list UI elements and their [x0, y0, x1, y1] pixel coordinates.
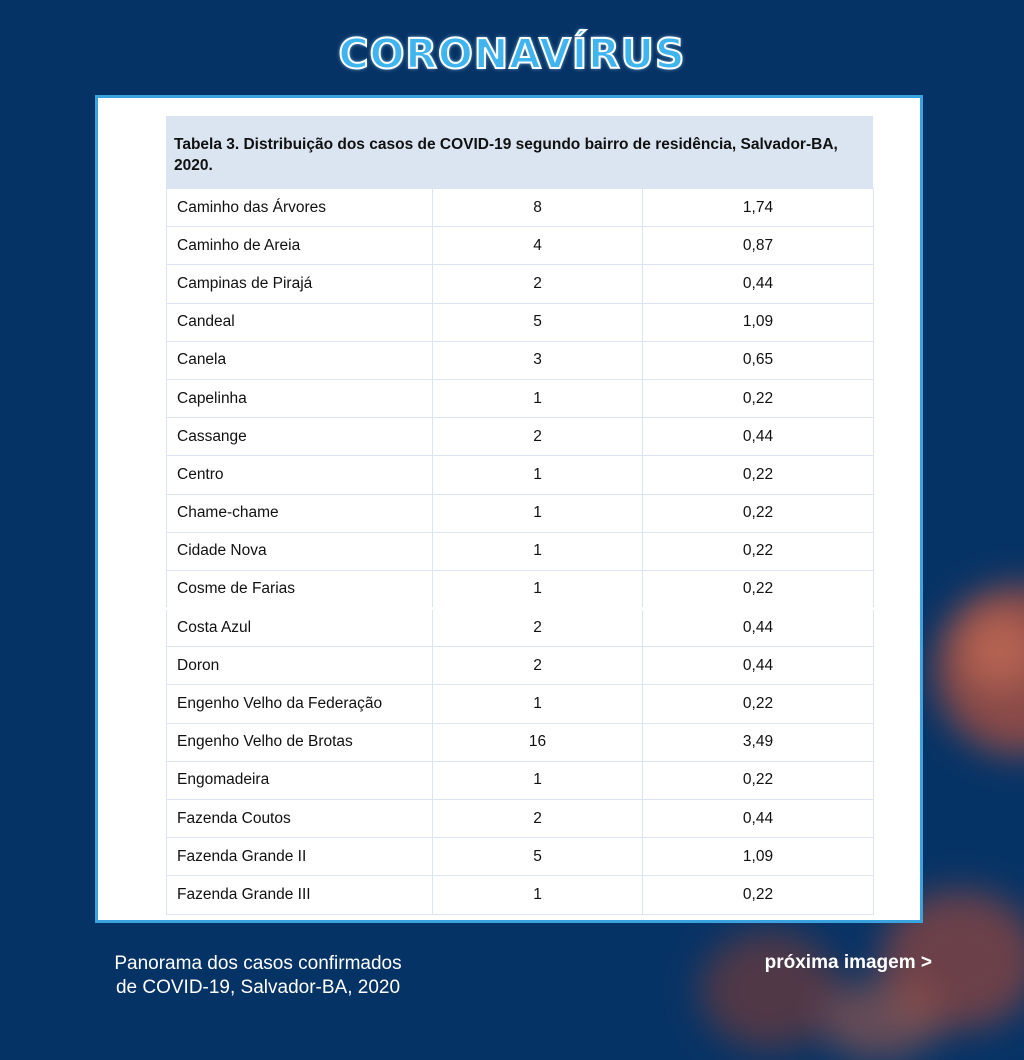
bairro-cell: Engenho Velho de Brotas	[167, 723, 433, 761]
table-row	[167, 189, 874, 227]
count-cell: 2	[433, 265, 643, 303]
bairro-cell: Capelinha	[167, 379, 433, 417]
count-cell: 2	[433, 418, 643, 456]
table-card	[95, 95, 923, 923]
table-row	[167, 647, 874, 685]
table-row	[167, 685, 874, 723]
count-cell: 3	[433, 341, 643, 379]
count-cell: 16	[433, 723, 643, 761]
count-cell: 1	[433, 876, 643, 914]
bairro-cell: Canela	[167, 341, 433, 379]
table-row	[167, 227, 874, 265]
table-row	[167, 570, 874, 608]
count-cell: 1	[433, 570, 643, 608]
virus-blur-decoration	[820, 980, 940, 1060]
count-cell: 8	[433, 189, 643, 227]
percent-cell: 0,22	[643, 570, 874, 608]
bairro-cell: Cassange	[167, 418, 433, 456]
percent-cell: 0,65	[643, 341, 874, 379]
bairro-cell: Candeal	[167, 303, 433, 341]
count-cell: 1	[433, 761, 643, 799]
percent-cell: 0,22	[643, 761, 874, 799]
count-cell: 1	[433, 379, 643, 417]
bairro-cell: Campinas de Pirajá	[167, 265, 433, 303]
table-row	[167, 800, 874, 838]
count-cell: 1	[433, 494, 643, 532]
virus-blur-decoration	[700, 930, 840, 1050]
count-cell: 5	[433, 838, 643, 876]
count-cell: 2	[433, 800, 643, 838]
bairro-cell: Caminho de Areia	[167, 227, 433, 265]
table-row	[167, 341, 874, 379]
footer-caption	[88, 952, 428, 1000]
percent-cell: 0,22	[643, 685, 874, 723]
bairro-cell: Caminho das Árvores	[167, 189, 433, 227]
table-row	[167, 532, 874, 570]
table-row	[167, 418, 874, 456]
bairro-cell: Costa Azul	[167, 609, 433, 647]
percent-cell: 3,49	[643, 723, 874, 761]
next-image-link[interactable]: próxima imagem >	[764, 952, 932, 973]
percent-cell: 0,44	[643, 265, 874, 303]
table-row	[167, 609, 874, 647]
count-cell: 2	[433, 609, 643, 647]
percent-cell: 1,74	[643, 189, 874, 227]
cases-table	[166, 188, 874, 915]
table-row	[167, 379, 874, 417]
table-row	[167, 303, 874, 341]
percent-cell: 0,22	[643, 494, 874, 532]
table-row	[167, 494, 874, 532]
footer-caption-line1: Panorama dos casos confirmados	[114, 953, 402, 974]
bairro-cell: Fazenda Grande III	[167, 876, 433, 914]
table-caption: Tabela 3. Distribuição dos casos de COVID-19 segundo bairro de residência, Salvador-BA, 2020.	[166, 116, 873, 188]
count-cell: 1	[433, 532, 643, 570]
bairro-cell: Doron	[167, 647, 433, 685]
percent-cell: 1,09	[643, 303, 874, 341]
table-container	[166, 116, 873, 915]
percent-cell: 0,22	[643, 379, 874, 417]
bairro-cell: Engomadeira	[167, 761, 433, 799]
percent-cell: 0,44	[643, 647, 874, 685]
count-cell: 4	[433, 227, 643, 265]
count-cell: 2	[433, 647, 643, 685]
table-row	[167, 761, 874, 799]
bairro-cell: Fazenda Grande II	[167, 838, 433, 876]
bairro-cell: Engenho Velho da Federação	[167, 685, 433, 723]
bairro-cell: Chame-chame	[167, 494, 433, 532]
bairro-cell: Fazenda Coutos	[167, 800, 433, 838]
table-row	[167, 723, 874, 761]
table-row	[167, 456, 874, 494]
table-row	[167, 838, 874, 876]
percent-cell: 0,22	[643, 876, 874, 914]
table-row	[167, 876, 874, 914]
bairro-cell: Cosme de Farias	[167, 570, 433, 608]
bairro-cell: Cidade Nova	[167, 532, 433, 570]
percent-cell: 0,22	[643, 532, 874, 570]
bairro-cell: Centro	[167, 456, 433, 494]
percent-cell: 1,09	[643, 838, 874, 876]
percent-cell: 0,87	[643, 227, 874, 265]
table-row	[167, 265, 874, 303]
count-cell: 1	[433, 685, 643, 723]
percent-cell: 0,44	[643, 609, 874, 647]
count-cell: 1	[433, 456, 643, 494]
page-title: CORONAVÍRUS	[338, 30, 686, 78]
percent-cell: 0,22	[643, 456, 874, 494]
percent-cell: 0,44	[643, 800, 874, 838]
percent-cell: 0,44	[643, 418, 874, 456]
footer-caption-line2: de COVID-19, Salvador-BA, 2020	[115, 977, 401, 998]
count-cell: 5	[433, 303, 643, 341]
